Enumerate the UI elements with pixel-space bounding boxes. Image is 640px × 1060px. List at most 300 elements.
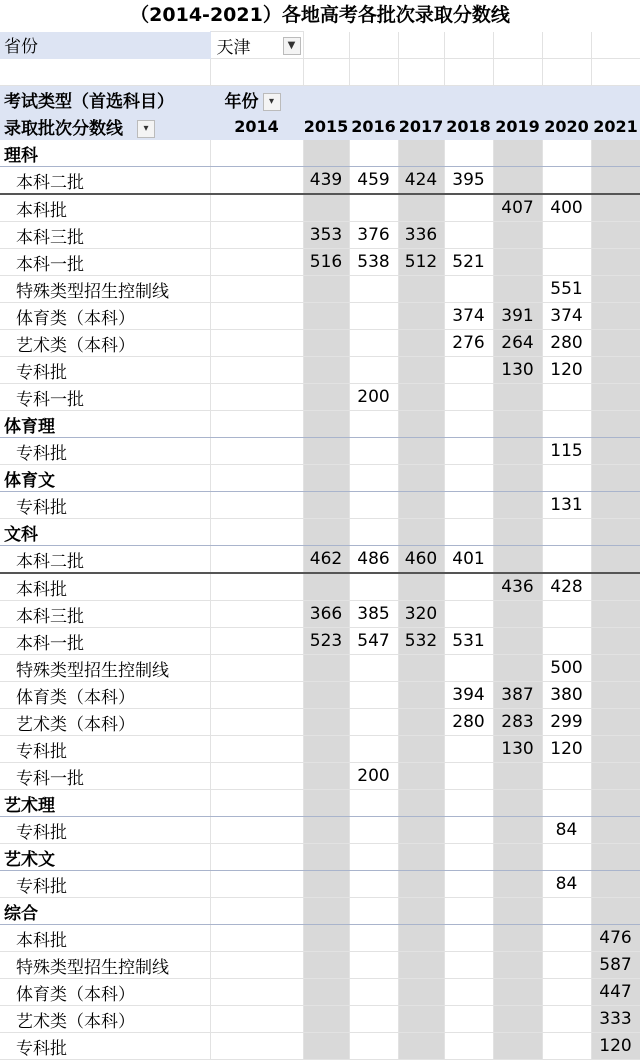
score-cell: [303, 682, 349, 709]
score-cell: [444, 519, 493, 546]
batch-row: [0, 709, 640, 736]
batch-row: [0, 438, 640, 465]
score-cell: [303, 898, 349, 925]
score-cell: [591, 465, 640, 492]
year-header-2021: 2021: [591, 113, 640, 140]
score-cell: 547: [349, 628, 398, 655]
batch-row: [0, 682, 640, 709]
score-cell: [493, 979, 542, 1006]
score-cell: [591, 763, 640, 790]
score-cell: 436: [493, 573, 542, 601]
score-cell: [444, 736, 493, 763]
score-cell: [398, 790, 444, 817]
score-cell: [349, 438, 398, 465]
score-cell: 459: [349, 167, 398, 195]
year-header-2014: 2014: [210, 113, 303, 140]
score-cell: 131: [542, 492, 591, 519]
batch-label: 体育类（本科）: [0, 303, 210, 330]
score-cell: [542, 898, 591, 925]
score-cell: 395: [444, 167, 493, 195]
batch-dropdown-icon[interactable]: ▾: [137, 120, 155, 138]
score-cell: [398, 330, 444, 357]
batch-row: [0, 357, 640, 384]
score-cell: [444, 763, 493, 790]
batch-row: [0, 303, 640, 330]
filter-label: 省份: [0, 32, 210, 59]
score-cell: [303, 411, 349, 438]
score-cell: 462: [303, 546, 349, 574]
score-cell: [398, 763, 444, 790]
score-cell: [398, 492, 444, 519]
score-cell: [542, 411, 591, 438]
score-cell: 439: [303, 167, 349, 195]
score-cell: [493, 222, 542, 249]
score-cell: [398, 276, 444, 303]
score-cell: 512: [398, 249, 444, 276]
batch-label: 本科批: [0, 925, 210, 952]
score-cell: [542, 763, 591, 790]
score-cell: [398, 682, 444, 709]
batch-row: [0, 925, 640, 952]
year-header-2016: 2016: [349, 113, 398, 140]
batch-label: 本科二批: [0, 167, 210, 195]
batch-label: 专科批: [0, 1033, 210, 1060]
score-cell: [349, 682, 398, 709]
score-cell: [493, 790, 542, 817]
score-cell: [303, 736, 349, 763]
score-cell: [493, 438, 542, 465]
batch-label: 专科批: [0, 357, 210, 384]
score-cell: 374: [542, 303, 591, 330]
score-cell: [349, 276, 398, 303]
score-cell: [591, 871, 640, 898]
score-cell: [591, 898, 640, 925]
score-cell: [493, 492, 542, 519]
score-cell: [444, 925, 493, 952]
score-cell: [542, 519, 591, 546]
score-cell: [398, 384, 444, 411]
score-cell: 366: [303, 601, 349, 628]
score-cell: [349, 844, 398, 871]
score-cell: [591, 519, 640, 546]
year-dropdown-icon[interactable]: ▾: [263, 93, 281, 111]
score-cell: [303, 438, 349, 465]
score-cell: [591, 167, 640, 195]
score-cell: [591, 844, 640, 871]
score-cell: 516: [303, 249, 349, 276]
score-cell: 391: [493, 303, 542, 330]
year-header-2020: 2020: [542, 113, 591, 140]
category-row: [0, 790, 640, 817]
score-cell: 587: [591, 952, 640, 979]
score-cell: [542, 1033, 591, 1060]
batch-label: 专科批: [0, 438, 210, 465]
score-cell: [444, 1033, 493, 1060]
score-cell: 476: [591, 925, 640, 952]
batch-label: 专科批: [0, 492, 210, 519]
score-cell: [542, 167, 591, 195]
score-cell: [349, 655, 398, 682]
score-cell: 523: [303, 628, 349, 655]
score-cell: 120: [542, 357, 591, 384]
score-cell: [542, 979, 591, 1006]
score-cell: [349, 411, 398, 438]
header-row-2: [0, 113, 640, 140]
score-cell: [444, 492, 493, 519]
batch-row: [0, 194, 640, 222]
category-row: [0, 519, 640, 546]
score-cell: [542, 952, 591, 979]
score-cell: [398, 871, 444, 898]
batch-row: [0, 492, 640, 519]
batch-label: 专科一批: [0, 384, 210, 411]
batch-row: [0, 763, 640, 790]
batch-label: 艺术类（本科）: [0, 709, 210, 736]
score-cell: 428: [542, 573, 591, 601]
score-cell: [542, 844, 591, 871]
score-cell: [591, 601, 640, 628]
filter-cell[interactable]: [210, 32, 303, 59]
score-cell: [349, 330, 398, 357]
batch-row: [0, 276, 640, 303]
score-cell: 538: [349, 249, 398, 276]
score-cell: [493, 1006, 542, 1033]
batch-row: [0, 167, 640, 195]
score-cell: [493, 384, 542, 411]
score-cell: [444, 573, 493, 601]
score-cell: [303, 817, 349, 844]
score-cell: 320: [398, 601, 444, 628]
score-cell: 283: [493, 709, 542, 736]
score-cell: [349, 979, 398, 1006]
score-cell: [493, 167, 542, 195]
batch-row: [0, 249, 640, 276]
score-cell: 500: [542, 655, 591, 682]
batch-row: [0, 1006, 640, 1033]
batch-row: [0, 222, 640, 249]
score-cell: [493, 925, 542, 952]
score-cell: [398, 357, 444, 384]
score-cell: [444, 655, 493, 682]
score-cell: 299: [542, 709, 591, 736]
score-cell: [591, 655, 640, 682]
score-cell: [444, 844, 493, 871]
score-cell: 353: [303, 222, 349, 249]
batch-label: 本科一批: [0, 628, 210, 655]
score-cell: [542, 601, 591, 628]
score-cell: [349, 194, 398, 222]
category-label: 综合: [0, 898, 210, 925]
batch-label: 本科三批: [0, 601, 210, 628]
batch-row: [0, 979, 640, 1006]
batch-label: 特殊类型招生控制线: [0, 276, 210, 303]
score-cell: 374: [444, 303, 493, 330]
score-cell: [493, 465, 542, 492]
col-field-header[interactable]: [210, 86, 303, 113]
score-cell: [398, 925, 444, 952]
score-cell: [591, 276, 640, 303]
batch-label: 体育类（本科）: [0, 682, 210, 709]
score-cell: [349, 898, 398, 925]
category-row: [0, 140, 640, 167]
score-cell: [542, 222, 591, 249]
score-cell: [349, 871, 398, 898]
batch-row: [0, 546, 640, 574]
batch-label: 本科一批: [0, 249, 210, 276]
batch-label: 专科一批: [0, 763, 210, 790]
category-label: 体育理: [0, 411, 210, 438]
score-cell: [542, 925, 591, 952]
score-cell: [591, 249, 640, 276]
score-cell: [591, 736, 640, 763]
score-cell: [398, 573, 444, 601]
score-cell: [444, 898, 493, 925]
batch-label: 特殊类型招生控制线: [0, 952, 210, 979]
score-cell: [349, 573, 398, 601]
score-cell: [303, 925, 349, 952]
score-cell: [349, 952, 398, 979]
category-label: 体育文: [0, 465, 210, 492]
score-cell: 84: [542, 871, 591, 898]
score-cell: [542, 1006, 591, 1033]
score-cell: [349, 492, 398, 519]
year-header-2019: 2019: [493, 113, 542, 140]
score-cell: [303, 384, 349, 411]
score-cell: [591, 709, 640, 736]
batch-label: 艺术类（本科）: [0, 330, 210, 357]
score-cell: [444, 952, 493, 979]
score-cell: [398, 1006, 444, 1033]
score-cell: [493, 763, 542, 790]
score-cell: [303, 330, 349, 357]
score-cell: [398, 952, 444, 979]
batch-label: 本科批: [0, 573, 210, 601]
score-cell: [398, 844, 444, 871]
score-cell: 424: [398, 167, 444, 195]
score-cell: [444, 1006, 493, 1033]
score-cell: [398, 655, 444, 682]
score-cell: [493, 817, 542, 844]
batch-row: [0, 817, 640, 844]
score-cell: 387: [493, 682, 542, 709]
year-header-2015: 2015: [303, 113, 349, 140]
score-cell: [349, 303, 398, 330]
score-cell: 394: [444, 682, 493, 709]
score-cell: [349, 465, 398, 492]
score-cell: [303, 790, 349, 817]
score-cell: [398, 709, 444, 736]
score-cell: [349, 709, 398, 736]
score-cell: 380: [542, 682, 591, 709]
score-cell: [591, 682, 640, 709]
score-cell: 280: [542, 330, 591, 357]
score-cell: 531: [444, 628, 493, 655]
score-cell: 120: [591, 1033, 640, 1060]
score-cell: [591, 573, 640, 601]
year-header-2018: 2018: [444, 113, 493, 140]
batch-label: 艺术类（本科）: [0, 1006, 210, 1033]
score-cell: [591, 194, 640, 222]
score-cell: 120: [542, 736, 591, 763]
score-cell: [349, 140, 398, 167]
score-cell: [542, 790, 591, 817]
score-cell: [493, 898, 542, 925]
score-cell: [444, 411, 493, 438]
year-header-2017: 2017: [398, 113, 444, 140]
filter-row: [0, 32, 640, 59]
batch-label: 专科批: [0, 871, 210, 898]
score-cell: [303, 979, 349, 1006]
score-cell: 264: [493, 330, 542, 357]
score-cell: [591, 222, 640, 249]
score-cell: 521: [444, 249, 493, 276]
score-cell: [349, 925, 398, 952]
score-cell: [493, 952, 542, 979]
batch-row: [0, 330, 640, 357]
score-cell: [349, 790, 398, 817]
score-cell: [591, 492, 640, 519]
score-cell: [591, 790, 640, 817]
score-cell: 447: [591, 979, 640, 1006]
score-cell: [303, 952, 349, 979]
score-cell: 200: [349, 384, 398, 411]
score-cell: [303, 709, 349, 736]
score-cell: [303, 276, 349, 303]
row-field-header-2[interactable]: [0, 113, 210, 140]
score-cell: [444, 601, 493, 628]
score-cell: [398, 817, 444, 844]
score-cell: [542, 140, 591, 167]
score-cell: [303, 303, 349, 330]
score-cell: [398, 194, 444, 222]
score-cell: [542, 546, 591, 574]
score-cell: [349, 1033, 398, 1060]
score-cell: [542, 249, 591, 276]
score-cell: [542, 384, 591, 411]
score-cell: 84: [542, 817, 591, 844]
score-cell: [591, 330, 640, 357]
score-cell: 486: [349, 546, 398, 574]
category-label: 理科: [0, 140, 210, 167]
score-cell: [398, 1033, 444, 1060]
score-cell: [591, 546, 640, 574]
batch-row: [0, 628, 640, 655]
score-cell: [349, 519, 398, 546]
score-cell: 276: [444, 330, 493, 357]
score-cell: [398, 438, 444, 465]
score-cell: 407: [493, 194, 542, 222]
score-cell: [303, 492, 349, 519]
score-cell: [398, 465, 444, 492]
score-cell: [444, 871, 493, 898]
filter-value: 天津: [216, 37, 251, 58]
score-cell: [398, 411, 444, 438]
score-cell: 551: [542, 276, 591, 303]
score-cell: 200: [349, 763, 398, 790]
batch-label: 专科批: [0, 817, 210, 844]
batch-row: [0, 952, 640, 979]
batch-label: 本科三批: [0, 222, 210, 249]
score-cell: [303, 763, 349, 790]
score-cell: [493, 655, 542, 682]
score-cell: 115: [542, 438, 591, 465]
category-row: [0, 411, 640, 438]
batch-label: 本科批: [0, 194, 210, 222]
category-label: 文科: [0, 519, 210, 546]
batch-row: [0, 1033, 640, 1060]
score-cell: [303, 1006, 349, 1033]
score-cell: [349, 736, 398, 763]
score-cell: [444, 222, 493, 249]
score-cell: 385: [349, 601, 398, 628]
score-cell: [493, 276, 542, 303]
score-cell: [591, 817, 640, 844]
score-cell: [349, 1006, 398, 1033]
score-cell: [444, 194, 493, 222]
score-cell: [493, 249, 542, 276]
score-cell: 532: [398, 628, 444, 655]
score-cell: [591, 411, 640, 438]
batch-row: [0, 384, 640, 411]
score-cell: [349, 357, 398, 384]
score-cell: [493, 140, 542, 167]
score-cell: [303, 194, 349, 222]
score-cell: [303, 573, 349, 601]
score-cell: 336: [398, 222, 444, 249]
score-cell: [493, 519, 542, 546]
score-cell: [493, 871, 542, 898]
score-cell: 460: [398, 546, 444, 574]
score-cell: [444, 979, 493, 1006]
batch-row: [0, 573, 640, 601]
filter-active-icon[interactable]: ▼: [283, 37, 301, 55]
batch-row: [0, 655, 640, 682]
batch-row: [0, 736, 640, 763]
score-cell: [444, 438, 493, 465]
batch-label: 本科二批: [0, 546, 210, 574]
score-cell: [398, 736, 444, 763]
score-cell: [542, 465, 591, 492]
score-cell: 333: [591, 1006, 640, 1033]
score-cell: [398, 303, 444, 330]
batch-label: 特殊类型招生控制线: [0, 655, 210, 682]
page-title: （2014-2021）各地高考各批次录取分数线: [130, 4, 510, 26]
score-cell: 400: [542, 194, 591, 222]
score-cell: [444, 817, 493, 844]
score-cell: [542, 628, 591, 655]
category-row: [0, 465, 640, 492]
score-cell: [493, 844, 542, 871]
batch-field-label: 录取批次分数线: [4, 118, 123, 139]
score-cell: 280: [444, 709, 493, 736]
category-label: 艺术理: [0, 790, 210, 817]
score-cell: [398, 140, 444, 167]
score-cell: [591, 140, 640, 167]
score-cell: [444, 790, 493, 817]
score-cell: 376: [349, 222, 398, 249]
row-field-header-1: 考试类型（首选科目）: [0, 86, 210, 113]
score-cell: [591, 628, 640, 655]
score-cell: 401: [444, 546, 493, 574]
score-cell: [444, 140, 493, 167]
score-cell: [493, 1033, 542, 1060]
score-cell: [444, 465, 493, 492]
batch-row: [0, 601, 640, 628]
score-cell: [303, 465, 349, 492]
score-cell: [444, 357, 493, 384]
score-cell: [303, 655, 349, 682]
category-row: [0, 844, 640, 871]
